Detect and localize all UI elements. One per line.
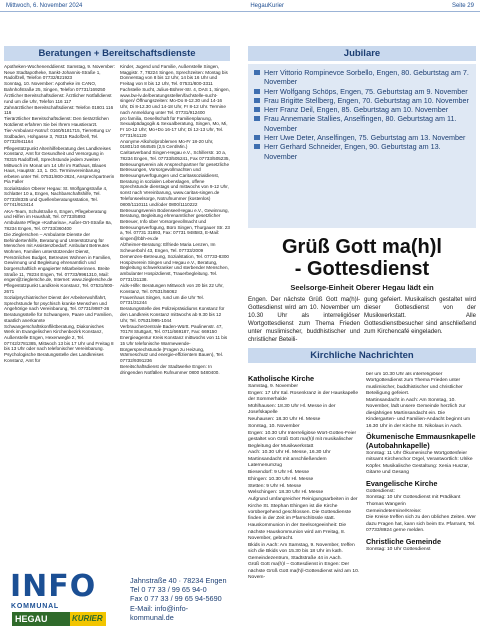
notice-paragraph: Telefonseelsorge, Notrufnummer (kostenlos) 0800/1110111 und/oder 0800/1110222 (120, 196, 211, 207)
notice-paragraph: Betreuungsverein Bodensee/Hegau e.V., Gewinnung, Beratung, Begleitung ehrenamtlicher gesetzlicher Betreuer, Info über Vorsorgevollmacht und Betreuungsverfügung, Büro Singen, Thurgauer Str. 23 a, Tel. 07731 31893, Fax: 07731 948583, E-Mail: singen@bbh-ev.de (120, 207, 230, 242)
publisher-contact (130, 576, 230, 622)
church-notice: Welschingen: 18.30 Uhr Hl. Messe (248, 490, 324, 496)
notice-paragraph: Hospizverein Singen und Hegau e.V., Beratung, Begleitung schwerkranker und sterbender Menschen, ambulanter Hospizdienst, Trauerbegleitung. Tel. 07731/31138. (120, 259, 229, 282)
church-notice: Martinsandacht in Aach: Am Sonntag, 10. November, lädt unsere Gemeinde herzlich zur diesjährigen Martinsandacht ein. Die Kindergarten- und Familien-Andacht beginnt um 16.30 Uhr in der Kirche St. Nikolaus in Aach. (366, 398, 471, 429)
church-notice: Hauskommunion in der Seelsorgeeinheit: Die nächste Hauskommunion wird am Freitag, 8. November, gebracht. (248, 523, 347, 542)
jubilar-text: Herr Vittorio Rompinevce Sorbello, Engen, 80. Geburtstag am 7. November (264, 68, 469, 87)
info-kommunal-logo (4, 570, 122, 634)
church-notice: Sonntag: 10 Uhr Gottesdienst mit Prädikant Thomas Wangerin (366, 495, 461, 507)
church-notice: Bkids in Aach: Am Samstag, 9. November, treffen sich die Bkids von 15.30 bis 18 Uhr im kath. Gemeindezentrum, Stadtstraße 44 in Aach. (248, 542, 355, 561)
church-notice: Grüß Gott ma(h)l – Gottesdienst in Engen: Der nächste Grüß Gott ma(h)l-Gottesdienst wird am 10. Novem- (248, 562, 360, 581)
logo-kurier-text: KURIER (70, 612, 106, 626)
notice-paragraph: Sonntag, 10. November: Apotheke im CANO, Bahnhofstraße 25, Singen, Telefon 07731/169250 (4, 81, 106, 93)
publisher-footer (4, 570, 230, 636)
notice-paragraph: Apotheken-Wochenenddienst: Samstag, 9. November: Neue Stadtapotheke, Sankt-Johannis-Straße 1, Radolfzell, Telefon 07732/821923 (4, 64, 115, 81)
notice-paragraph: Psychologische Beratungsstelle des Landkreises Konstanz, Amt für (4, 352, 104, 363)
kirchliche-nachrichten-heading: Kirchliche Nachrichten (248, 348, 476, 363)
square-bullet-icon (254, 135, 260, 140)
church-notice: Sonntag: 11 Uhr Ökumenische Wortgottesfeier mitsamt Kirchenchor Orgel, Verantwortlich: Ulrike Köpfer. Musikalische Gestaltung: Xenia Huszar, Gitarre und Gesang (366, 451, 473, 476)
square-bullet-icon (254, 89, 260, 94)
square-bullet-icon (254, 98, 260, 103)
notice-paragraph: Die Zieglerschen – Ambulante Dienste der Behindertenhilfe, Beratung und Unterstützung für Menschen mit Assistenzbedarf: Ambulant Betreutes Wohnen, Familien unterstützender Dienst, Persönliches Budget, Betreutes Wohnen in Familien, Gewinnung und Begleitung ehrenamtlich und bürgerschaftlich engagierter Mitarbeiterinnen. Breite Straße 11, 78234 Engen, Tel. 07733/9961310, Mail: engen@zieglersche.de, Internet: www.zieglersche.de (4, 231, 113, 283)
notice-paragraph: Alzheimer-Beratung: Elfriede Maria Lenzen, Im Scheuerbohl 43, Engen, Tel. 07733/2009 (120, 242, 216, 253)
jubilare-heading: Jubilare (248, 46, 476, 61)
notice-paragraph: Beratungsstelle für Schwangere, Paare und Familien, staatlich anerkannte Schwangerschaftskonfliktberatung, Diakonisches Werk im Evangelischen Kirchenbezirk Konstanz, Außenstelle Engen, Hexenwegle 2, Tel. 07742/2781385, Mittwoch 13 bis 17 Uhr und Freitag 8 bis 13 Uhr oder nach telefonischer Vereinbarung. (4, 312, 114, 352)
church-notice: Engen: 10.30 Uhr Interreligiöse Wort-Gottes-Feier gestaltet von Grüß Gott ma(h)l mit musikalischer Begleitung der Musikwerkstatt (248, 430, 357, 449)
church-notice: Gemeindetermine/Kreise: (366, 508, 422, 514)
jubilar-text: Herr Wolfgang Schöps, Engen, 75. Geburtstag am 9. November (264, 86, 468, 96)
header-paper-name: HegauKurier (250, 2, 285, 9)
jubilar-text: Frau Brigitte Stellberg, Engen, 70. Geburtstag am 10. November (264, 95, 469, 105)
headline-line-1: Grüß Gott ma(h)l (282, 236, 442, 258)
jubilar-text: Herr Franz Deil, Engen, 85. Geburtstag am 10. November (264, 105, 449, 115)
contact-fax: Fax 0 77 33 / 99 65 94-5690 (130, 594, 222, 604)
notice-paragraph: Anonyme Alkoholproblemen Mo-Fr 18-20 Uhr, 01801/10 664545 (2,5 Cent/Min.) (120, 138, 214, 150)
beratung-heading: Beratungen + Bereitschaftsdienste (4, 46, 230, 61)
notice-paragraph: Sozialpsychiatrischer Dienst der Arbeiterwohlfahrt, Sprechstunde für psychisch kranke Menschen und Angehörige nach Vereinbarung, Tel. 07731/9987-36 (4, 294, 110, 312)
church-heading: Ökumenische Emmausnkapelle (Autobahnkapelle) (366, 432, 476, 451)
beratung-column-2 (120, 64, 230, 566)
contact-phone: Tel 0 77 33 / 99 65 94-0 (130, 585, 207, 595)
notice-paragraph: Kinder, Jugend und Familie, Außenstelle Singen, Maggistr. 7, 78224 Singen, Sprechzeiten: Montag bis Donnerstag von 8 bis 12 Uhr, 14 bis 16 Uhr und Freitag von 8 bis 12 Uhr, Tel. 07531/800-3311 (120, 64, 228, 86)
jubilare-list (248, 64, 476, 228)
contact-email[interactable]: E-Mail: info@info-kommunal.de (130, 603, 189, 622)
beratung-column-1 (4, 64, 115, 566)
church-notice: Aach: 10.30 Uhr Hl. Messe, 16.30 Uhr Martinsandacht mit anschließendem Laternenumzug (248, 450, 331, 469)
church-heading: Evangelische Kirche (366, 478, 438, 488)
notice-paragraph: Caritasverband Singen-Hegau e.V., Schillerstr. 10 a, 78234 Engen, Tel. 07733/505241, Fax 07733/505235, Betreuungsverein als Ansprechpartner für gesetzliche Betreuungen, Vorsorgevollmachten und Betreuungsverfügungen und Caritassozialdienst, Beratung in sozialen Lebenslagen, offene Sprechstunde dienstags und mittwochs von 9-12 Uhr, sonst nach Vereinbarung, www.caritas-singen.de (120, 150, 230, 195)
church-notice: Neuhausen: 18.30 Uhr Hl. Messe (248, 417, 321, 423)
church-notice: Ehingen: 10.30 Uhr Hl. Messe (248, 476, 314, 482)
jubilar-item (254, 114, 470, 133)
jubilar-text: Herr Gerhard Schneider, Engen, 90. Geburtstag am 13. November (264, 142, 441, 161)
church-heading: Christliche Gemeinde (366, 536, 442, 546)
notice-paragraph: Aids-Hilfe: Beratungen Mittwoch von 20 bis 22 Uhr, Konstanz, Tel. 07531/56062 (120, 282, 224, 294)
notice-paragraph: Bereitschaftsdienst der Stadtwerke Engen: In dringenden Notfällen Rufnummer 0800 5480400. (120, 363, 220, 375)
kirch-column-1 (248, 372, 360, 643)
gruss-gott-text-2: gung gefeiert. Musikalisch gestaltet wird dieser Gottesdienst von der Musikwerkstatt. Alle Gottesdienstbesucher sind anschließend zum Kirchencafé eingeladen. (364, 296, 476, 336)
notice-paragraph: Zahnärztlicher Bereitschaftsdienst: Telefon 01801 116 116 (4, 104, 114, 116)
notice-paragraph: Pflegestützpunkt Landkreis Konstanz, Tel. 07531/800-2671 (4, 283, 114, 294)
page-header (0, 0, 480, 12)
notice-paragraph: Frauenhaus Singen, rund um die Uhr Tel. 07731/31244 (120, 294, 204, 306)
church-notice: Mühlhausen: 18.30 Uhr Hl. Messe in der Josefskapelle (248, 404, 336, 416)
gruss-gott-text-1: Engen. Der nächste Grüß Gott ma(h)l-Gottesdienst wird am 10. November um 10.30 Uhr als interreligiöser Wortgottesdienst zum Thema Frieden unter muslimischer, buddhistischer und christlicher Beteili- (248, 296, 360, 344)
square-bullet-icon (254, 144, 260, 149)
header-page-number: Seite 29 (451, 2, 474, 9)
kirch-column-2 (366, 372, 476, 643)
logo-info-text: INFO (10, 569, 97, 604)
notice-paragraph: Fachstelle Sucht, Julius-Bührer-Str. 4, DAS 1, Singen, www.bw-lv.de/beratungsstellen/fachstelle-sucht-singen/ Öffnungszeiten: Mo-Do 8-12.30 und 14-16 Uhr, Di 8-12.30 und 14-18 Uhr, Fr 8-12 Uhr. Termine nach Anmeldung unter Tel. 07731/912400 (120, 87, 230, 115)
notice-paragraph: Verbraucherzentrale Baden-Württ. Paulinenstr. 47, 70178 Stuttgart, Tel. 0711/669187, Fax: 669150 (120, 323, 223, 335)
notice-paragraph: Pflegestützpunkt Altenhilfeberatung des Landkreises Konstanz, Amt für Gesundheit und Versorgung in 78315 Radolfzell, Sprechstunde jedem zweiten Mittwoch im Monat um 14 Uhr im Rathaus, Blaues Haus, Hauptstr. 13, 1. OG. Terminvereinbarung erbeten unter Tel. 07531/800-2624, Ansprechpartnerin Pia Faller (4, 145, 115, 185)
church-notice: Sonntag, 10. November (248, 424, 300, 429)
notice-paragraph: Energieagentur Kreis Konstanz mittwochs von 11 bis 15 Uhr telefonische Warmewende-Bürgersprechstunde (Fragen zu Heizung, Wärmeschutz und energie-effizientem Bauen), Tel. 07732/9391236 (120, 335, 228, 363)
logo-hegau-text: HEGAU (12, 612, 70, 626)
square-bullet-icon (254, 116, 260, 121)
jubilar-item (254, 96, 470, 105)
notice-paragraph: Beratungsstelle des Polizeipräsidiums Konstanz für den Landkreis Konstanz mittwochs ab 9.30 bis 12 Uhr, Tel. 07531/995-1044 (120, 306, 225, 323)
beratung-section (4, 46, 230, 566)
church-notice: Aufgrund umfangreicher Reinigungsarbeiten in der Kirche St. Stephan Ehingen ist die Kirche vorübergehend geschlossen. Die Gottesdienste finden in der Zeit im Pfarrschlössle statt. (248, 497, 358, 522)
church-heading: Katholische Kirche (248, 374, 315, 383)
notice-paragraph: Ambulante Pflege «Katharina», Außer-Ort-Straße 8a, 78234 Engen, Tel. 07733/360400 (4, 220, 113, 231)
church-notice: Engen: 17 Uhr Ital. Rosenkranz in der Hauskapelle der Sommerhalde (248, 390, 359, 403)
church-notice: Die Kreise treffen sich zu den üblichen Zeiten. Wer dazu Fragen hat, kann sich beim Ev. Pfarramt, Tel. 07733/8924 gerne melden. (366, 515, 476, 534)
gruss-gott-headline (248, 236, 476, 280)
jubilar-item (254, 142, 470, 161)
jubilar-text: Herr Uwe Deter, Anselfingen, 75. Geburtstag am 13. November (264, 133, 466, 143)
jubilar-item (254, 68, 470, 87)
church-notice: Biesendorf: 9 Uhr Hl. Messe (248, 470, 310, 476)
church-notice: ber um 10.30 Uhr als interreligiöser Wortgottesdienst zum Thema Frieden unter muslimischer, buddhistischer und christlicher Beteiligung gefeiert. (366, 372, 463, 397)
logo-kommunal-text: KOMMUNAL (11, 603, 60, 610)
church-notice: Sonntag: 10 Uhr Gottesdienst (366, 546, 431, 552)
notice-paragraph: Sozialstation Oberer Hegau: St. Wolfgangstraße 4, Schlatter 10 a, Engen, Nachbarschaftshilfe, Tel. 07733/8335 und Quellenberatungsstation, Tel. 07741/913414 (4, 185, 108, 208)
contact-address: Jahnstraße 40 · 78234 Engen (130, 576, 227, 585)
gruss-gott-subheading: Seelsorge-Einheit Oberer Hegau lädt ein (290, 283, 434, 292)
headline-line-2: - Gottesdienst (294, 258, 430, 280)
church-notice: Gottesdienst: (366, 488, 395, 494)
jubilar-item (254, 133, 470, 142)
square-bullet-icon (254, 107, 260, 112)
header-date: Mittwoch, 6. November 2024 (6, 2, 83, 9)
notice-paragraph: Ärztlicher Bereitschaftsdienst: Ärztlicher Notfalldienst rund um die Uhr, Telefon 116 117 (4, 93, 112, 104)
notice-paragraph: AKA-Team, Schulstraße 6, Engen, Pflegeberatung und Hilfen im Haushalt, Tel. 07733/5893 (4, 208, 107, 220)
church-notice: Stetten: 9 Uhr Hl. Messe (248, 483, 302, 489)
notice-paragraph: Tier-Ambulanz-Notruf: 0160/5181715, Tierrettung LV Südbaden, Hohgasse 3, 78315 Radolfzell, Tel. 07732/941164 (4, 128, 111, 145)
jubilar-text: Frau Annemarie Stallies, Anselfingen, 80. Geburtstag am 11. November (264, 114, 457, 133)
church-notice: Samstag, 9. November (248, 384, 299, 389)
square-bullet-icon (254, 70, 260, 75)
notice-paragraph: pro familia, Gesellschaft für Familienplanung, Sexualpädagogik & Sexualberatung, Singen, Mo, Mi, Fr 10-12 Uhr; Mo+Do 16-17 Uhr; Di 12-13 Uhr, Tel. 07731/61120 (120, 115, 228, 138)
jubilar-item (254, 105, 470, 114)
notice-paragraph: Tierärztlicher Bereitschaftsdienst: Den tierärztlichen Notdienst erfahren Sie bei Ihrem Haustierarzt. (4, 116, 109, 128)
notice-paragraph: Demenzen-Betreuung, Sozialstation, Tel. 07733-8300 (120, 253, 229, 259)
jubilar-item (254, 87, 470, 96)
